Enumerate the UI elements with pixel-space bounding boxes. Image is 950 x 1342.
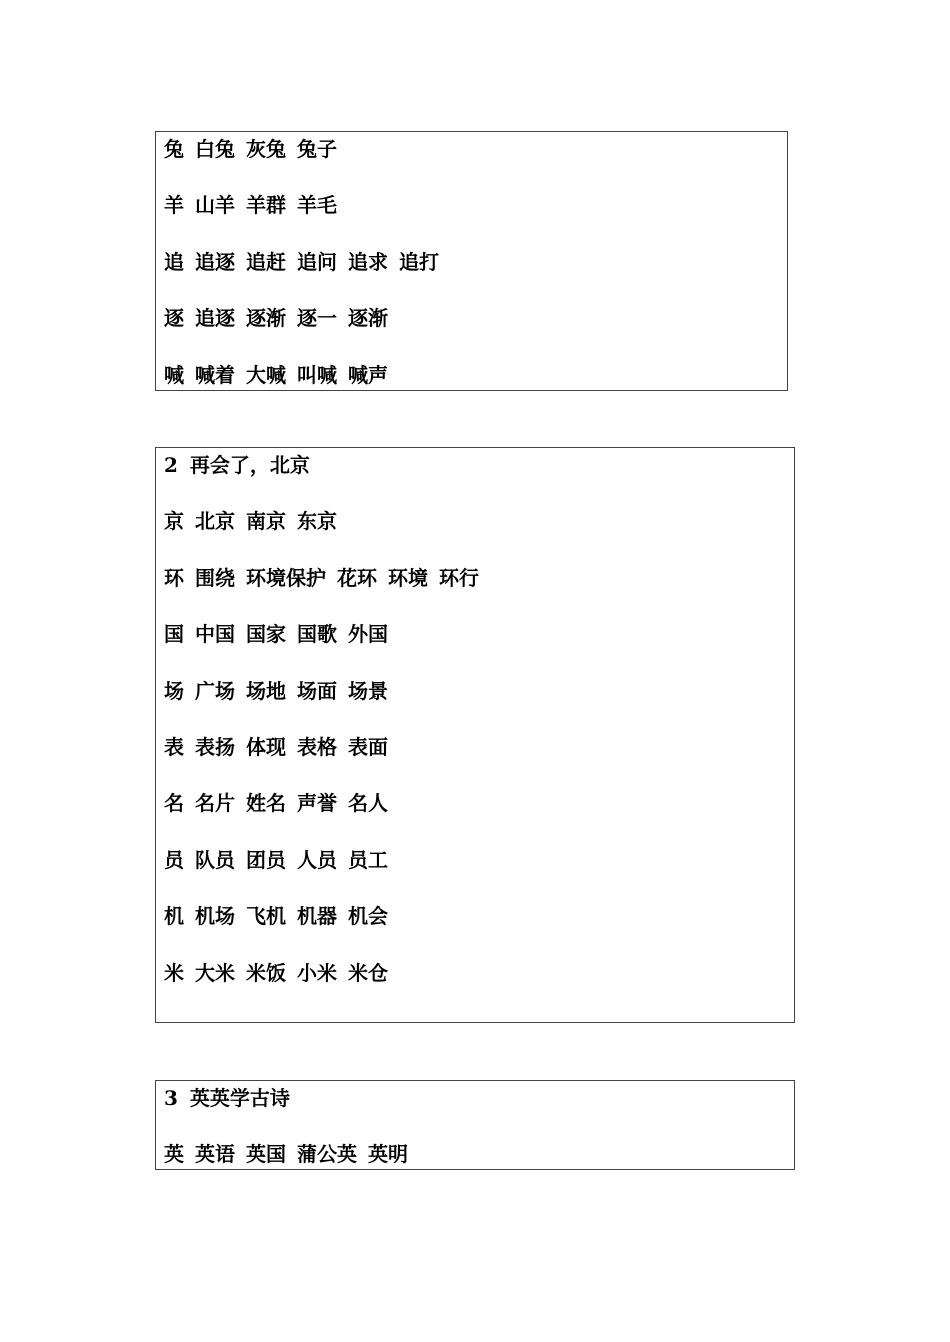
word: 中国 bbox=[195, 622, 235, 647]
word: 国 bbox=[164, 622, 184, 647]
word: 羊毛 bbox=[297, 193, 337, 218]
word: 喊声 bbox=[348, 362, 388, 387]
lesson-3-word-table bbox=[155, 1080, 795, 1170]
word: 小米 bbox=[297, 960, 337, 985]
word: 英语 bbox=[195, 1142, 235, 1167]
word: 羊 bbox=[164, 193, 184, 218]
word: 山羊 bbox=[195, 193, 235, 218]
word: 环 bbox=[164, 565, 184, 590]
word: 国歌 bbox=[297, 622, 337, 647]
word: 广场 bbox=[195, 678, 235, 703]
word: 团员 bbox=[246, 847, 286, 872]
word: 兔 bbox=[164, 137, 184, 161]
word: 机器 bbox=[297, 904, 337, 929]
lesson-heading bbox=[164, 1081, 786, 1137]
word: 追求 bbox=[348, 249, 388, 274]
word: 名片 bbox=[195, 791, 235, 816]
lesson-1-word-table bbox=[155, 131, 788, 391]
word: 英国 bbox=[246, 1142, 286, 1167]
word: 场景 bbox=[348, 678, 388, 703]
word: 员工 bbox=[348, 847, 388, 872]
word-row-chang bbox=[164, 674, 786, 730]
word: 逐 bbox=[164, 306, 184, 331]
word: 花环 bbox=[337, 565, 377, 590]
word-row-zhu bbox=[164, 301, 779, 357]
word: 追打 bbox=[399, 249, 439, 274]
word: 队员 bbox=[195, 847, 235, 872]
lesson-title: 再会了，北京 bbox=[189, 453, 310, 477]
word: 追问 bbox=[297, 249, 337, 274]
word: 东京 bbox=[297, 509, 337, 534]
word: 国家 bbox=[246, 622, 286, 647]
word: 京 bbox=[164, 509, 184, 534]
word: 人员 bbox=[297, 847, 337, 872]
word: 逐渐 bbox=[348, 306, 388, 331]
word: 体现 bbox=[246, 734, 286, 759]
word: 追赶 bbox=[246, 249, 286, 274]
word: 姓名 bbox=[246, 791, 286, 816]
word: 英明 bbox=[368, 1142, 408, 1167]
lesson-title: 英英学古诗 bbox=[189, 1086, 290, 1110]
word-row-jing bbox=[164, 504, 786, 560]
word: 兔子 bbox=[297, 137, 337, 161]
word: 南京 bbox=[246, 509, 286, 534]
word-row-tu bbox=[164, 132, 779, 188]
word: 机 bbox=[164, 904, 184, 929]
word-row-ming bbox=[164, 786, 786, 842]
word-row-zhui bbox=[164, 245, 779, 301]
word: 米饭 bbox=[246, 960, 286, 985]
word-row-yang bbox=[164, 188, 779, 244]
word: 名人 bbox=[348, 791, 388, 816]
word: 声誉 bbox=[297, 791, 337, 816]
word: 叫喊 bbox=[297, 362, 337, 387]
word-row-han bbox=[164, 358, 779, 414]
word: 追逐 bbox=[195, 306, 235, 331]
word: 表格 bbox=[297, 734, 337, 759]
word: 表 bbox=[164, 734, 184, 759]
word: 米仓 bbox=[348, 960, 388, 985]
word: 机会 bbox=[348, 904, 388, 929]
word-row-mi bbox=[164, 956, 786, 1012]
word: 环行 bbox=[439, 565, 479, 590]
word: 场地 bbox=[246, 678, 286, 703]
word: 表面 bbox=[348, 734, 388, 759]
word-row-yuan bbox=[164, 843, 786, 899]
word: 追逐 bbox=[195, 249, 235, 274]
word: 大喊 bbox=[246, 362, 286, 387]
word: 大米 bbox=[195, 960, 235, 985]
word: 喊 bbox=[164, 362, 184, 387]
word: 名 bbox=[164, 791, 184, 816]
word: 羊群 bbox=[246, 193, 286, 218]
word: 白兔 bbox=[195, 137, 235, 161]
word: 表扬 bbox=[195, 734, 235, 759]
word-row-ji bbox=[164, 899, 786, 955]
word: 飞机 bbox=[246, 904, 286, 929]
lesson-number: 2 bbox=[164, 453, 178, 477]
word: 蒲公英 bbox=[297, 1142, 357, 1167]
lesson-number: 3 bbox=[164, 1086, 178, 1110]
word-row-ying bbox=[164, 1137, 786, 1193]
word: 米 bbox=[164, 960, 184, 985]
lesson-2-word-table bbox=[155, 447, 795, 1023]
word: 外国 bbox=[348, 622, 388, 647]
word: 灰兔 bbox=[246, 137, 286, 161]
word-row-huan bbox=[164, 561, 786, 617]
word: 追 bbox=[164, 249, 184, 274]
word: 员 bbox=[164, 847, 184, 872]
word: 英 bbox=[164, 1142, 184, 1167]
word: 环境 bbox=[388, 565, 428, 590]
word: 机场 bbox=[195, 904, 235, 929]
word: 喊着 bbox=[195, 362, 235, 387]
word: 环境保护 bbox=[246, 565, 326, 590]
word: 逐渐 bbox=[246, 306, 286, 331]
word-row-guo bbox=[164, 617, 786, 673]
word: 场面 bbox=[297, 678, 337, 703]
word-row-biao bbox=[164, 730, 786, 786]
word: 围绕 bbox=[195, 565, 235, 590]
lesson-heading bbox=[164, 448, 786, 504]
word: 北京 bbox=[195, 509, 235, 534]
word: 逐一 bbox=[297, 306, 337, 331]
word: 场 bbox=[164, 678, 184, 703]
